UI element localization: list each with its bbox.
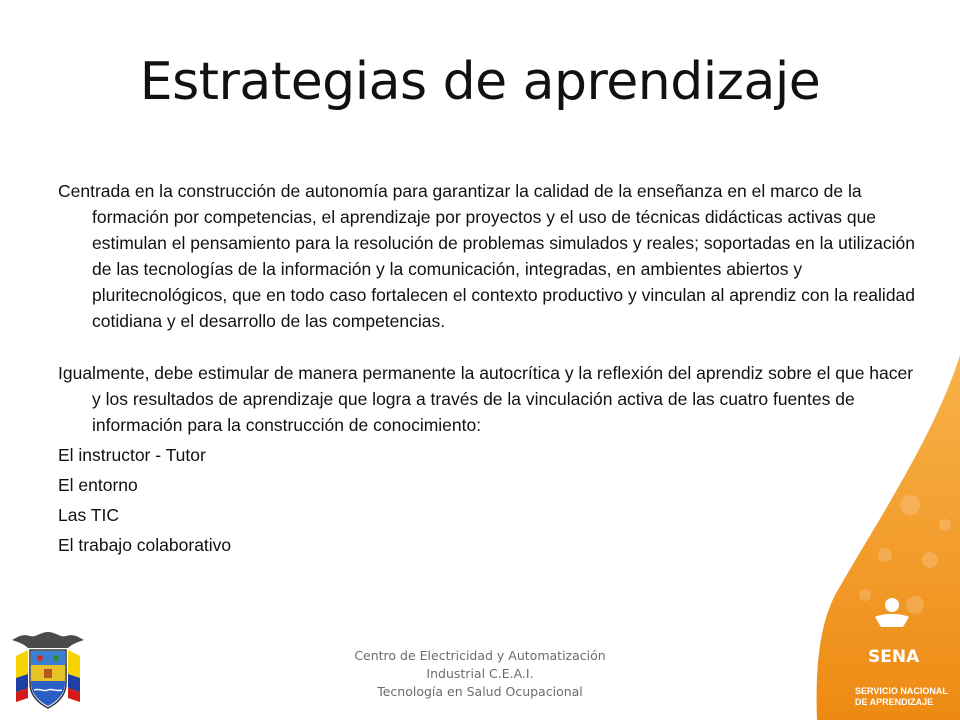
sena-name: SERVICIO NACIONAL DE APRENDIZAJE	[855, 686, 948, 707]
list-item: Las TIC	[58, 505, 119, 525]
footer-line: Centro de Electricidad y Automatización	[354, 648, 606, 663]
list-item: El entorno	[58, 475, 138, 495]
footer-line: Tecnología en Salud Ocupacional	[377, 684, 583, 699]
colombia-coat-of-arms-icon	[10, 628, 86, 712]
slide-body	[58, 178, 918, 560]
footer-line: Industrial C.E.A.I.	[426, 666, 534, 681]
sources-list	[58, 440, 918, 560]
paragraph-strategy: Centrada en la construcción de autonomía para garantizar la calidad de la enseñanza en el marco de la formación por competencias, el aprendizaje por proyectos y el uso de técnicas didácticas activas que estimulan el pensamiento para la resolución de problemas simulados y reales; soportadas en la utilización de las tecnologías de la información y la comunicación, integradas, en ambientes abiertos y pluritecnológicos, que en todo caso fortalecen el contexto productivo y vinculan al aprendiz con la realidad cotidiana y el desarrollo de las competencias.	[58, 181, 916, 331]
slide-title: Estrategias de aprendizaje	[139, 52, 821, 112]
footer	[330, 647, 630, 701]
paragraph-reflection: Igualmente, debe estimular de manera permanente la autocrítica y la reflexión del aprendiz sobre el que hacer y los resultados de aprendizaje que logra a través de la vinculación activa de las cuatro fuentes de información para la construcción de conocimiento:	[58, 363, 914, 435]
sena-logo-text: SENA	[868, 647, 920, 667]
list-item: El instructor - Tutor	[58, 445, 206, 465]
list-item: El trabajo colaborativo	[58, 535, 232, 555]
